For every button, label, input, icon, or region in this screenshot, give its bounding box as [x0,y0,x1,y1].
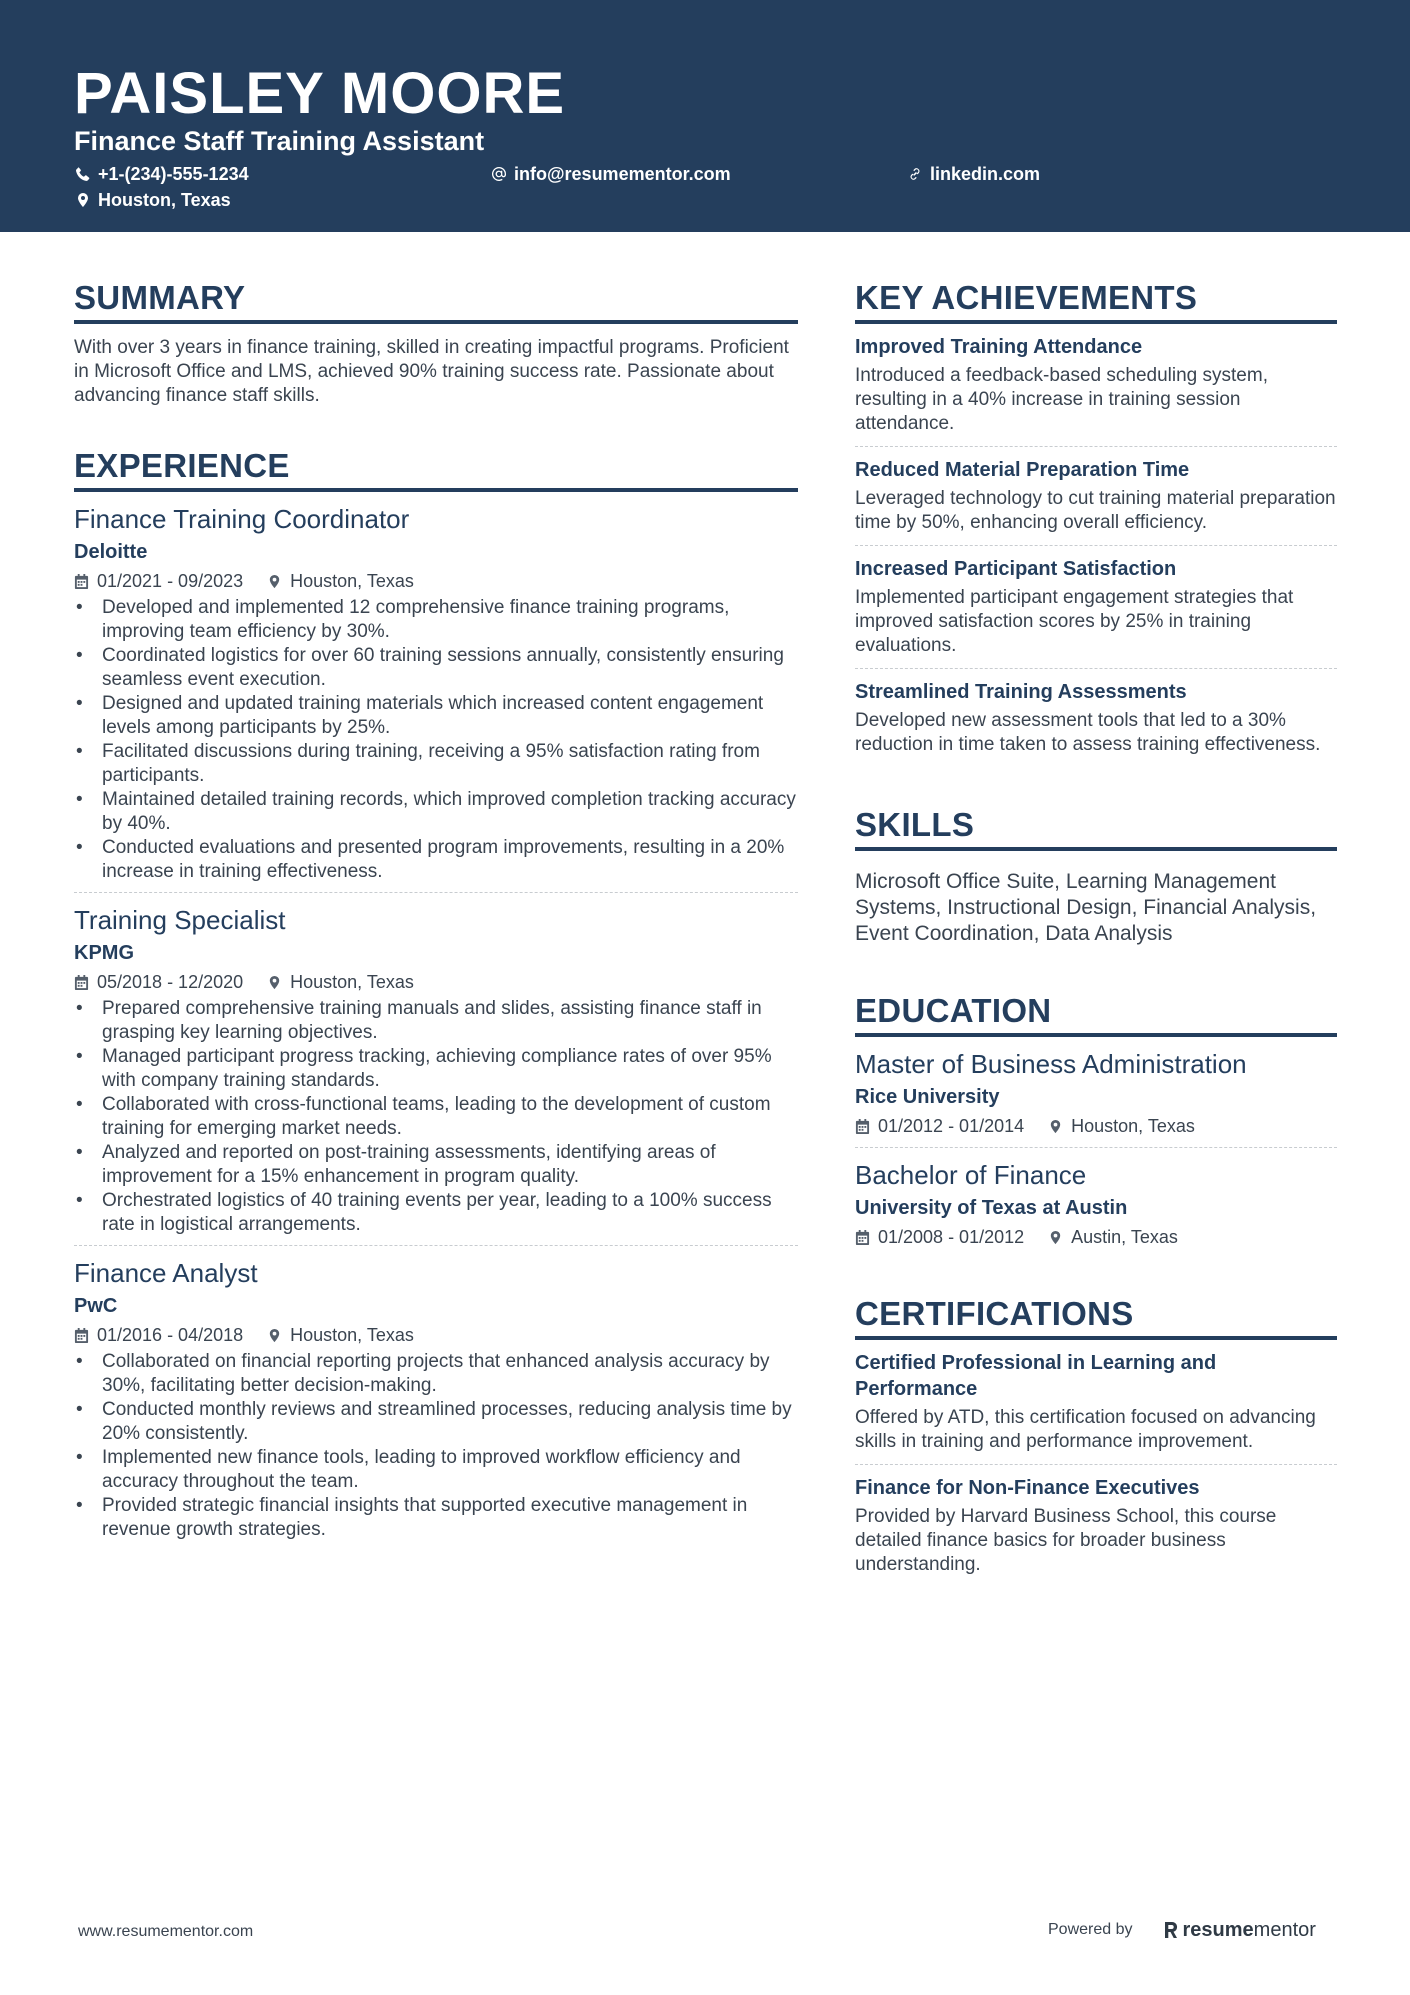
education-list [855,1037,1337,1258]
section-heading: SUMMARY [74,278,798,324]
summary-text: With over 3 years in finance training, skilled in creating impactful programs. Proficient in Microsoft Office and LMS, achieved 90% training success rate. Passionate about advancing finance staff skills. [74,337,789,406]
calendar-icon [74,1328,97,1343]
date-range [74,568,243,594]
bullet-list [74,1350,798,1542]
bullet-item: • Maintained detailed training records, which improved completion tracking accuracy by 40%. [74,788,798,836]
bullet-item: • Conducted evaluations and presented program improvements, resulting in a 20% increase in training effectiveness. [74,836,798,884]
certification-item [855,1340,1337,1465]
brand-logo[interactable] [1163,1916,1316,1944]
job-title: Finance Training Coordinator [74,504,410,534]
contact-phone [74,162,249,186]
contact-email [490,162,731,186]
job-title: Finance Analyst [74,1258,258,1288]
bullet-item: • Prepared comprehensive training manuals and slides, assisting finance staff in grasping key learning objectives. [74,997,798,1045]
brand-mark-icon [1163,1920,1179,1940]
location-text: Houston, Texas [290,1325,414,1345]
phone-icon [74,165,92,183]
section-heading: CERTIFICATIONS [855,1294,1337,1340]
date-text: 01/2008 - 01/2012 [878,1227,1025,1247]
job-title: Training Specialist [74,905,286,935]
calendar-icon [74,975,97,990]
contact-location [74,188,231,212]
school-name: Rice University [855,1086,1000,1108]
location [1048,1113,1195,1139]
summary-section [74,278,798,408]
location [267,568,414,594]
meta-row [855,1224,1337,1250]
location-text: Houston, Texas [290,571,414,591]
candidate-name: PAISLEY MOORE [74,61,566,126]
date-range [74,969,243,995]
skills-text: Microsoft Office Suite, Learning Management Systems, Instructional Design, Financial Analysis, Event Coordination, Data Analysis [855,870,1317,945]
location-text: Austin, Texas [1071,1227,1178,1247]
bullet-item: • Collaborated on financial reporting projects that enhanced analysis accuracy by 30%, facilitating better decision-making. [74,1350,798,1398]
education-section [855,991,1337,1258]
certification-description: Offered by ATD, this certification focused on advancing skills in training and performance improvement. [855,1407,1316,1452]
bullet-item: • Provided strategic financial insights that supported executive management in revenue growth strategies. [74,1494,798,1542]
section-heading: EDUCATION [855,991,1337,1037]
location-text: Houston, Texas [290,972,414,992]
achievement-description: Introduced a feedback-based scheduling system, resulting in a 40% increase in training session attendance. [855,365,1268,434]
map-pin-icon [267,975,290,990]
right-column [855,278,1337,1625]
map-pin-icon [267,1328,290,1343]
achievement-description: Developed new assessment tools that led to a 30% reduction in time taken to assess training effectiveness. [855,710,1321,755]
location-text: Houston, Texas [1071,1116,1195,1136]
candidate-title: Finance Staff Training Assistant [74,126,485,156]
powered-by-label: Powered by [1048,1921,1133,1938]
bullet-item: • Analyzed and reported on post-training assessments, identifying areas of improvement for a 15% enhancement in program quality. [74,1141,798,1189]
linkedin-link[interactable]: linkedin.com [930,164,1041,184]
resume-header [0,0,1410,232]
achievement-list [855,324,1337,767]
section-heading: EXPERIENCE [74,446,798,492]
education-entry [855,1148,1337,1258]
achievement-item [855,324,1337,447]
job-entry [74,492,798,893]
meta-row [855,1113,1337,1139]
certification-title: Certified Professional in Learning and Performance [855,1352,1217,1400]
map-pin-icon [1048,1119,1071,1134]
certifications-section [855,1294,1337,1587]
achievement-title: Streamlined Training Assessments [855,681,1187,703]
date-range [855,1113,1024,1139]
link-icon [906,165,924,183]
achievement-title: Increased Participant Satisfaction [855,558,1177,580]
section-heading: SKILLS [855,805,1337,851]
location-text: Houston, Texas [98,190,231,210]
achievement-title: Improved Training Attendance [855,336,1143,358]
map-pin-icon [267,574,290,589]
achievement-item [855,447,1337,546]
bullet-item: • Conducted monthly reviews and streamlined processes, reducing analysis time by 20% consistently. [74,1398,798,1446]
job-list [74,492,798,1550]
bullet-item: • Orchestrated logistics of 40 training events per year, leading to a 100% success rate in logistical arrangements. [74,1189,798,1237]
degree-title: Master of Business Administration [855,1049,1247,1079]
section-heading: KEY ACHIEVEMENTS [855,278,1337,324]
email-link[interactable]: info@resumementor.com [514,164,731,184]
location [1048,1224,1178,1250]
bullet-item: • Facilitated discussions during training, receiving a 95% satisfaction rating from participants. [74,740,798,788]
job-entry [74,893,798,1246]
map-pin-icon [1048,1230,1071,1245]
map-pin-icon [74,191,92,209]
certification-title: Finance for Non-Finance Executives [855,1477,1200,1499]
date-text: 01/2016 - 04/2018 [97,1325,244,1345]
bullet-item: • Coordinated logistics for over 60 training sessions annually, consistently ensuring seamless event execution. [74,644,798,692]
bullet-item: • Collaborated with cross-functional teams, leading to the development of custom training for emerging market needs. [74,1093,798,1141]
certification-list [855,1340,1337,1587]
bullet-item: • Designed and updated training materials which increased content engagement levels among participants by 25%. [74,692,798,740]
brand-name-rest: mentor [1253,1919,1316,1941]
achievement-description: Leveraged technology to cut training material preparation time by 50%, enhancing overall efficiency. [855,488,1336,533]
date-text: 05/2018 - 12/2020 [97,972,244,992]
calendar-icon [74,574,97,589]
achievements-section [855,278,1337,767]
achievement-title: Reduced Material Preparation Time [855,459,1190,481]
achievement-description: Implemented participant engagement strategies that improved satisfaction scores by 25% in training evaluations. [855,587,1294,656]
bullet-list [74,997,798,1237]
company-name: PwC [74,1295,118,1317]
experience-section [74,446,798,1550]
date-text: 01/2021 - 09/2023 [97,571,244,591]
certification-description: Provided by Harvard Business School, this course detailed finance basics for broader business understanding. [855,1506,1277,1575]
skills-section [855,805,1337,947]
date-range [855,1224,1024,1250]
phone-text: +1-(234)-555-1234 [98,164,249,184]
calendar-icon [855,1230,878,1245]
at-icon [490,165,508,183]
footer-branding [1048,1916,1316,1944]
meta-row [74,1322,798,1348]
education-entry [855,1037,1337,1148]
left-column [74,278,798,1588]
achievement-item [855,546,1337,669]
brand-name-bold: resume [1182,1919,1254,1941]
meta-row [74,568,798,594]
contact-linkedin [906,162,1040,186]
footer-website[interactable]: www.resumementor.com [78,1923,254,1940]
bullet-item: • Managed participant progress tracking, achieving compliance rates of over 95% with company training standards. [74,1045,798,1093]
calendar-icon [855,1119,878,1134]
date-range [74,1322,243,1348]
location [267,1322,414,1348]
meta-row [74,969,798,995]
job-entry [74,1246,798,1550]
bullet-list [74,596,798,884]
bullet-item: • Developed and implemented 12 comprehensive finance training programs, improving team efficiency by 30%. [74,596,798,644]
bullet-item: • Implemented new finance tools, leading to improved workflow efficiency and accuracy throughout the team. [74,1446,798,1494]
degree-title: Bachelor of Finance [855,1160,1087,1190]
certification-item [855,1465,1337,1587]
date-text: 01/2012 - 01/2014 [878,1116,1025,1136]
school-name: University of Texas at Austin [855,1197,1128,1219]
company-name: KPMG [74,942,134,964]
company-name: Deloitte [74,541,148,563]
location [267,969,414,995]
achievement-item [855,669,1337,767]
